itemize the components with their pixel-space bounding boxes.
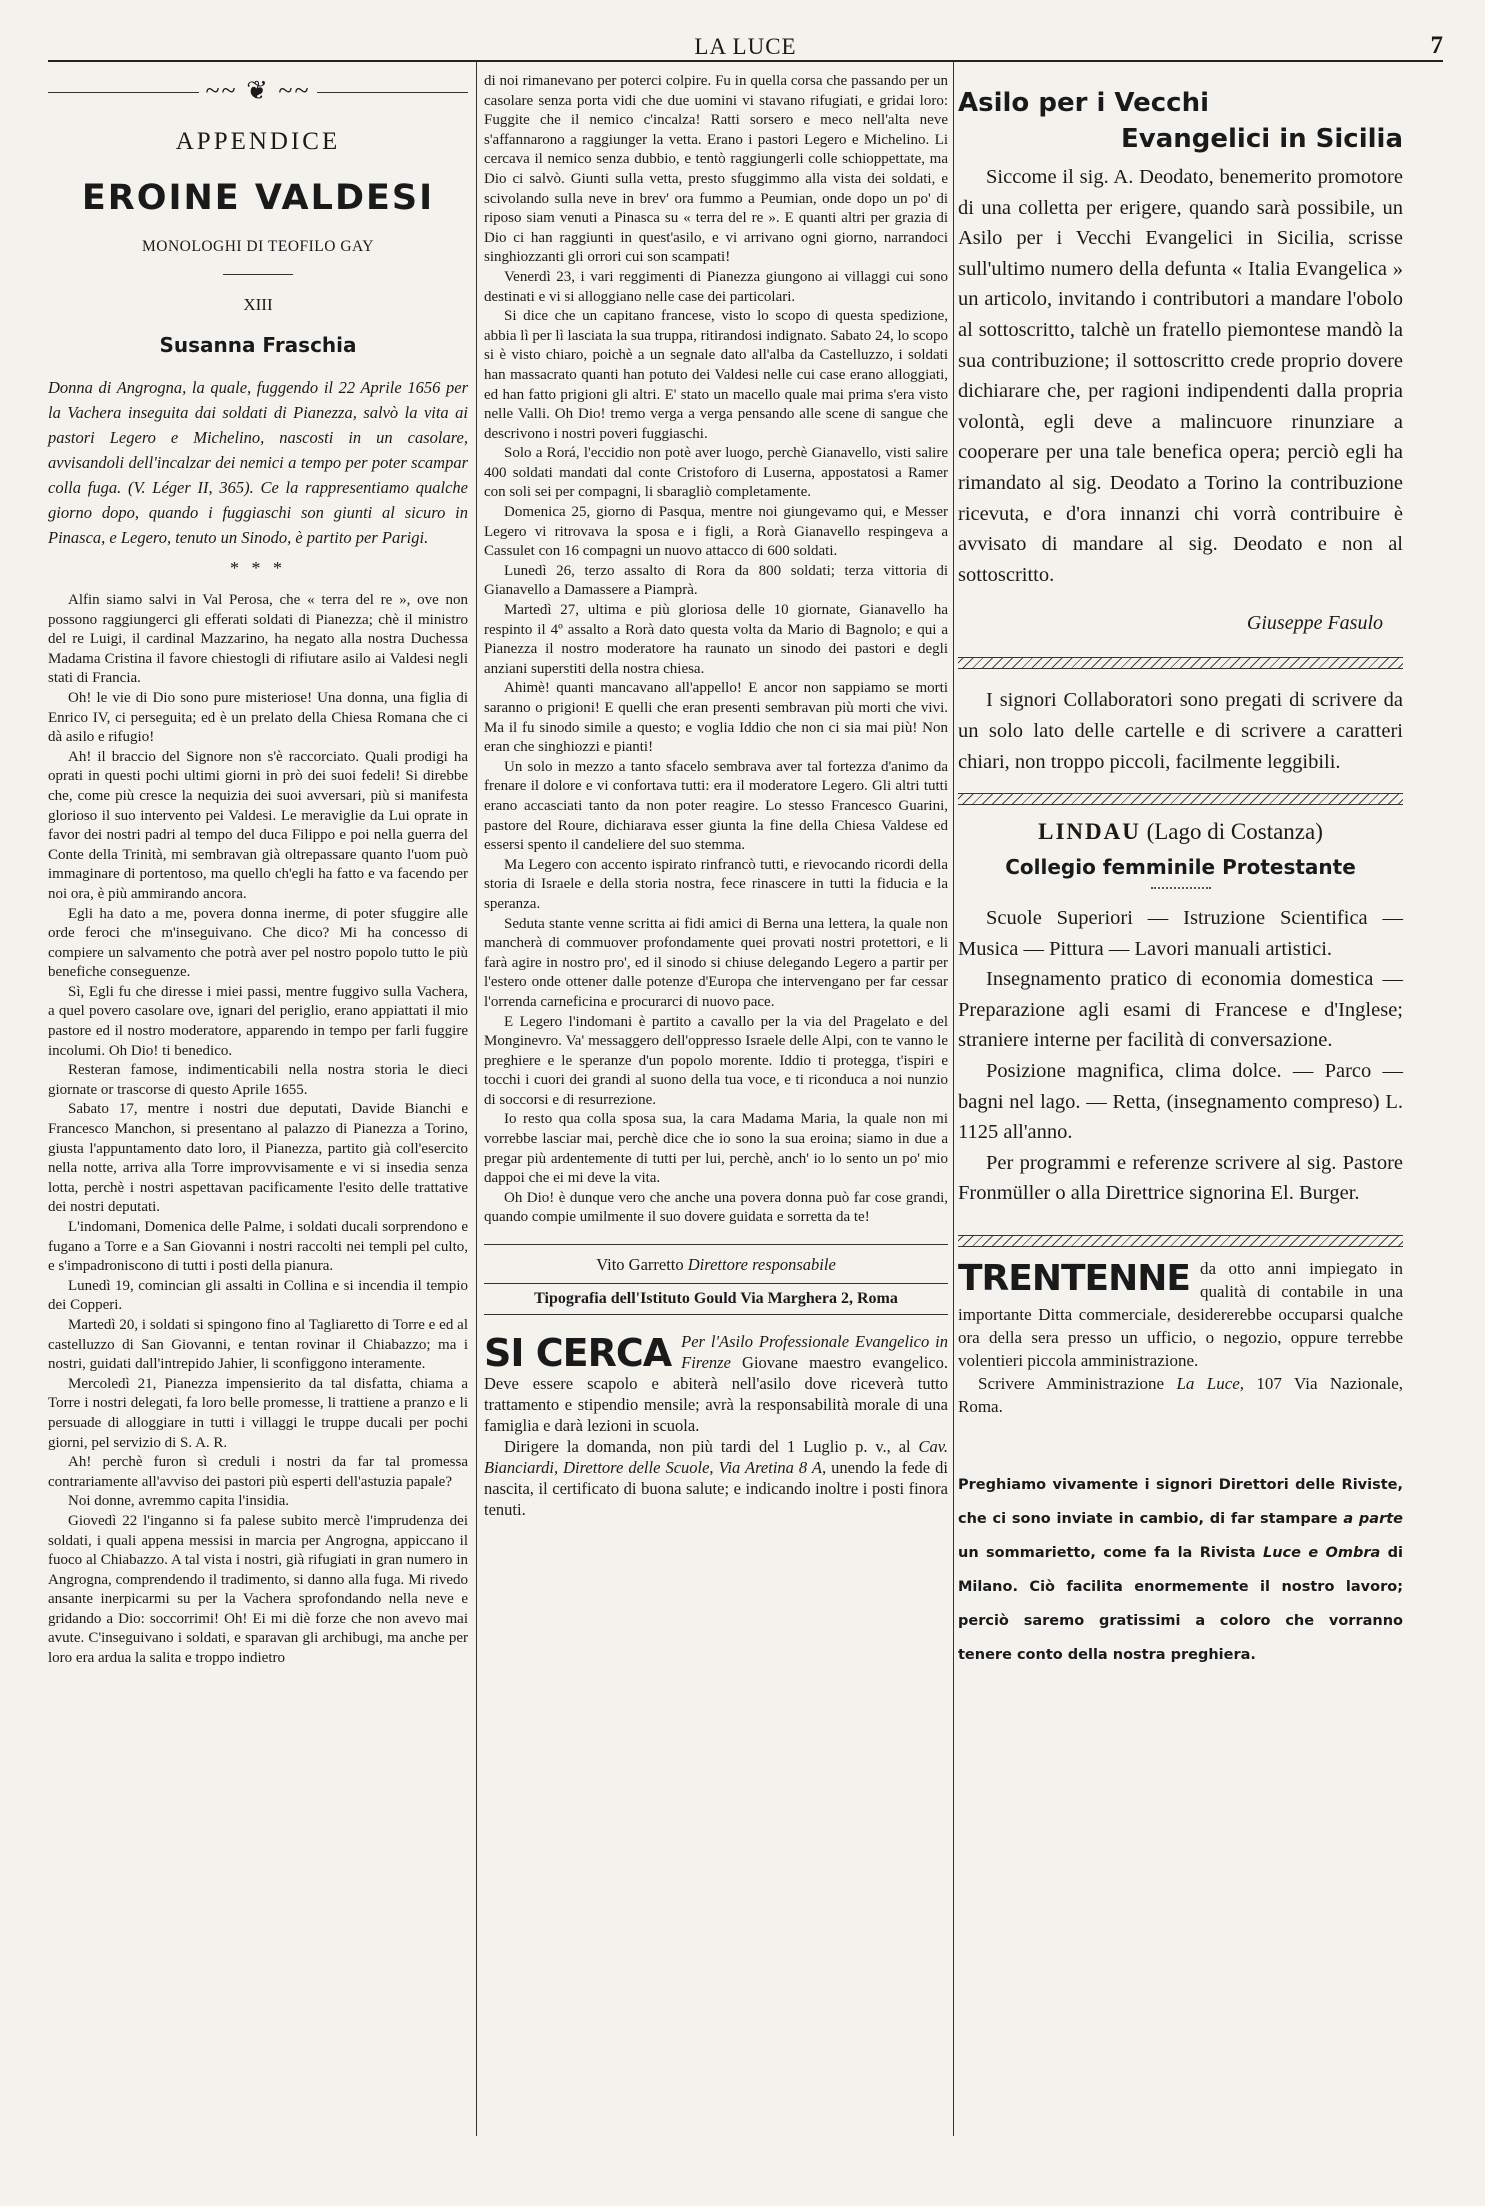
imprint: [484, 1244, 948, 1321]
advert-body: Giovane maestro evangelico. Deve essere scapolo e abiterà nell'asilo dove riceverà tutto trattamento e stipendio mensile; avrà la responsabilità morale di una famiglia e darà lezioni in scuola.: [484, 1353, 948, 1436]
paragraph: Solo a Rorá, l'eccidio non potè aver luogo, perchè Gianavello, visti salire 400 soldati mandati dal conte Cristoforo di Luserna, appostatosi a Ramer con soli sei per compagni, li sbaragliò completamente.: [484, 445, 948, 501]
advert-body: unendo la fede di nascita, il certificato di buona salute; e indicando inoltre i posti finora tenuti.: [484, 1458, 948, 1520]
paragraph: E Legero l'indomani è partito a cavallo per la via del Pragelato e del Monginevro. Va' messaggero dell'oppresso Israele delle Alpi, con te vanno le preghiere e le speranze d'un popolo morente. Iddio ti protegga, t'ispiri e tocchi i cuori dei grandi al suono della tua voce, e ti riconduca a noi nunzio di soccorsi e di resurrezione.: [484, 1013, 948, 1108]
lindau-body: [958, 903, 1403, 1209]
notice-signature: Giuseppe Fasulo: [1246, 612, 1383, 635]
paragraph: I signori Collaboratori sono pregati di scrivere da un solo lato delle cartelle e di scrivere a caratteri chiari, non troppo piccoli, facilmente leggibili.: [958, 689, 1403, 773]
paragraph: Insegnamento pratico di economia domestica — Preparazione agli esami di Francese e d'Inglese; straniere interne per facilità di conversazione.: [958, 968, 1403, 1052]
advert-italic: La Luce,: [1176, 1374, 1245, 1394]
advert-body: da otto anni impiegato in qualità di contabile in una importante Ditta commerciale, desidererebbe occuparsi qualche ora della sera presso un ufficio, o negozio, oppure terrebbe volentieri piccola amministrazione.: [958, 1259, 1403, 1371]
advert-si-cerca: [484, 1331, 948, 1520]
paragraph: Si dice che un capitano francese, visto lo scopo di questa spedizione, abbia lì per lì lasciata la sua truppa, ritirandosi indignato. Sabato 24, lo scopo si è visto chiaro, poichè a un segnale dato all'alba da Castelluzzo, i soldati han massacrato quanti han potuto dei Valdesi nelle cui case erano alloggiati, ed han fatto prigioni gli altri. E' stato un macello quale mai prima s'era visto nelle Valli. Oh Dio! tremo verga a verga pensando alle scene di sangue che descrivono i nostri poveri fuggiaschi.: [484, 308, 948, 442]
paragraph: Alfin siamo salvi in Val Perosa, che « terra del re », ove non possono raggiungerci gli efferati soldati di Pianezza; chè il ministro del re Luigi, il cardinal Mazzarino, ha negato alla nostra Duchessa Madama Cristina il favore chiestogli di rifiutare asilo ai Valdesi negli stati di Francia.: [48, 592, 468, 687]
request-notice: [958, 1468, 1403, 1672]
notice-title-2: Evangelici in Sicilia: [1120, 124, 1403, 154]
editor-role: Direttore responsabile: [687, 1255, 836, 1275]
paragraph: Resteran famose, indimenticabili nella nostra storia le dieci giornate or trascorse di questo Aprile 1655.: [48, 1062, 468, 1098]
notice-title: Asilo per i Vecchi: [958, 88, 1209, 118]
advert-italic: Per l'Asilo Professionale Evangelico in Firenze: [681, 1332, 948, 1373]
paragraph: Oh Dio! è dunque vero che anche una povera donna può far cose grandi, quando compie umilmente il suo dovere guidata e sorretta da te!: [484, 1189, 948, 1226]
paragraph: Giovedì 22 l'inganno si fa palese subito mercè l'imprudenza dei soldati, i quali appena messisi in marcia per Angrogna, appiccano il fuoco al Chiabazzo. A tal vista i nostri, già rifugiati in gran numero in Angrogna, comprendendo il tradimento, si danno alla fuga. Mi rivedo ansante inerpicarmi su per la Vachera sprofondando nella neve e gridando a Dio: soccorrimi! Oh! Ei mi diè forze che non avevo mai avute. C'inseguivano i soldati, e sparavan gli archibugi, ma anche per loro era ardua la salita e troppo indietro: [48, 1512, 468, 1667]
serial-title: EROINE VALDESI: [81, 178, 435, 218]
advert-italic: Cav. Bianciardi, Direttore delle Scuole, Via Aretina 8 A,: [484, 1437, 948, 1478]
paragraph: Domenica 25, giorno di Pasqua, mentre noi giungevamo qui, e Messer Legero vi ritrovava la sposa e i figli, a Rorà Gianavello respingeva a Cassulet con 16 compagni un nuovo attacco di 600 soldati.: [484, 504, 948, 560]
article-body: [484, 72, 948, 1228]
page-header: [48, 30, 1443, 62]
paragraph: Oh! le vie di Dio sono pure misteriose! Una donna, una figlia di Enrico IV, ci perseguita; ed è un prelato della Chiesa Romana che ci dà asilo e rifugio!: [48, 689, 468, 746]
notice-italic: a parte: [1343, 1511, 1403, 1528]
advert-body: Dirigere la domanda, non più tardi del 1 Luglio p. v., al: [504, 1437, 919, 1457]
decorative-rule: [958, 657, 1403, 669]
paragraph: Ah! il braccio del Signore non s'è raccorciato. Quali prodigi ha oprati in questi pochi ultimi giorni in prò dei suoi fedeli! Si direbbe che, come più cresce la nequizia dei suoi avversari, più si manifesta glorioso il suo intervento pei Valdesi. Le meraviglie da Lui oprate in favor dei nostri padri al tempo del duca Filippo e poi nella guerra del Conte della Trinità, mi sembravan già oltrepassare quanto l'uom può immaginare di portentoso, ma quello ch'egli ha fatto e va facendo per noi ora, è più ammirando ancora.: [48, 748, 468, 902]
notice-italic: Luce e Ombra: [1262, 1545, 1381, 1562]
paragraph: Martedì 27, ultima e più gloriosa delle 10 giornate, Gianavello ha respinto il 4º assalto a Rorà dato questa volta da Mario di Bagnolo; e qui a Pianezza il nostro moderatore ha raunato un sinodo dei pastori e degli anziani superstiti della nostra chiesa.: [484, 602, 948, 677]
advert-lindau: [958, 819, 1403, 845]
advert-body: 107 Via Nazionale, Roma.: [958, 1374, 1404, 1417]
paragraph: L'indomani, Domenica delle Palme, i soldati ducali sorprendono e fugano a Torre e a San Giovanni i nostri raccolti nei templi pel culto, e s'impadroniscono di tutti i posti della pianura.: [48, 1219, 468, 1275]
editor-name: Vito Garretto: [596, 1255, 684, 1275]
advert-lead: TRENTENNE: [958, 1258, 1190, 1300]
paragraph: Venerdì 23, i vari reggimenti di Pianezza giungono ai villaggi cui sono destinati e vi si alloggiano nelle case dei particolari.: [484, 268, 948, 305]
paragraph: di noi rimanevano per poterci colpire. Fu in quella corsa che passando per un casolare senza porta vidi che due uomini vi stavano rifugiati, e gridai loro: Fuggite che il nemico c'incalza! Ratti sorsero e meco nell'alta neve s'affannarono a raggiunger la vetta. Erano i pastori Legero e Michelino. Li cercava il nemico senza dubbio, e tentò raggiungerli colle schioppettate, ma Dio ci salvò. Giunti sulla vetta, presto sfuggimmo alla vista dei soldati, e scivolando sulla neve in brev' ora fummo a Peumian, onde dopo un po' di riposo siam venuti a Pinasca su « terra del re ». E quanti altri per grazia di Dio ci han raggiunti in quest'asilo, e vi arrivano ogni giorno, narrandoci singhiozzanti gli orrori cui son scampati!: [484, 73, 948, 266]
advert-body: Scrivere Amministrazione: [978, 1374, 1177, 1394]
decorative-rule: [958, 1235, 1403, 1247]
paragraph: Sì, Egli fu che diresse i miei passi, mentre fuggivo sulla Vachera, a quel povero casolare ove, ignari del periglio, erano appiattati il mio pastore ed il nostro moderatore, apparendo in tempo per farli fuggire incolumi. Oh Dio! ti benedico.: [48, 983, 468, 1059]
ornament: [48, 72, 468, 112]
paragraph: Ahimè! quanti mancavano all'appello! E ancor non sappiamo se morti saranno o prigioni! E quelli che eran presenti sembravan più morti che vivi. Ma il fu sinodo simile a questo; e voglia Iddio che non ci sia mai più! Non eran che singhiozzi e pianti!: [484, 680, 948, 756]
advert-text: [958, 1372, 1403, 1418]
editor-line: [484, 1251, 948, 1284]
paragraph: Io resto qua colla sposa sua, la cara Madama Maria, la quale non mi vorrebbe lasciar mai, perchè dice che io sono la sua eroina; siamo in due a pregar più ardentemente di tutti per lui, perchè, anch' io lo sento un po' mio dappoi che ei mi deve la vita.: [484, 1111, 948, 1187]
lindau-name: LINDAU: [1038, 819, 1141, 845]
ornament-glyph: ~~ ❦ ~~: [205, 76, 311, 105]
page-number: 7: [1430, 32, 1443, 59]
divider: [223, 274, 293, 275]
serial-subtitle: MONOLOGHI DI TEOFILO GAY: [141, 238, 374, 255]
paragraph: Siccome il sig. A. Deodato, benemerito promotore di una colletta per erigere, quando sarà possibile, un Asilo per i Vecchi Evangelici in Sicilia, scrisse sull'ultimo numero della defunta « Italia Evangelica » un articolo, invitando i contributori a mandare l'obolo al sottoscritto, talchè un fratello piemontese mandò la sua contribuzione; il sottoscritto crede proprio dovere dichiarare che, per ragioni indipendenti dalla propria volontà, egli deve a malincuore rinunziare a cooperare per una tale benefica opera; perciò egli ha rimandato al sig. Deodato a Torino la contribuzione ricevuta, e d'ora innanzi chi vorrà contribuire è avvisato di mandare al sig. Deodato e non al sottoscritto.: [958, 166, 1403, 586]
column-separator: [476, 62, 477, 2136]
paragraph: Posizione magnifica, clima dolce. — Parco — bagni nel lago. — Retta, (insegnamento compreso) L. 1125 all'anno.: [958, 1060, 1403, 1144]
paragraph: Ah! perchè furon sì creduli i nostri da far tal promessa contrariamente all'avviso dei pastori più esperti dell'astuzia papale?: [48, 1454, 468, 1490]
article-body: [48, 591, 468, 1669]
header-rule: [48, 60, 1443, 62]
paragraph: Un solo in mezzo a tanto sfacelo sembrava aver tal fortezza d'animo da frenare il dolore e vi confortava tutti: era il moderatore Legero. Gli altri tutti erano accasciati tanto da non poter reagire. Lo stesso Francesco Guarini, pastore del Roure, dichiarava esser giunta la fine della Chiesa Valdese ed essersi spento il candeliere del suo stemma.: [484, 758, 948, 854]
section-label: APPENDICE: [175, 128, 341, 155]
paragraph: Lunedì 19, comincian gli assalti in Collina e si incendia il tempio dei Copperi.: [48, 1277, 468, 1314]
chapter-heading: Susanna Fraschia: [159, 333, 357, 357]
notice-text: un sommarietto, come fa la Rivista: [958, 1545, 1263, 1562]
chapter-intro: Donna di Angrogna, la quale, fuggendo il 22 Aprile 1656 per la Vachera inseguita dai soldati di Pianezza, salvò la vita ai pastori Legero e Michelino, nascosti in un casolare, avvisandoli dell'incalzar dei nemici a tempo per poter scampar colla fuga. (V. Léger II, 365). Ce la rappresentiamo qualche giorno dopo, quando i fuggiaschi son giunti al sicuro in Pinasca, e Legero, tenuto un Sinodo, è partito per Parigi.: [48, 378, 468, 547]
lindau-location: (Lago di Costanza): [1146, 819, 1323, 845]
paragraph: Per programmi e referenze scrivere al sig. Pastore Fronmüller o alla Direttrice signorina El. Burger.: [958, 1151, 1403, 1205]
column-appendice: [48, 72, 468, 1669]
paragraph: Mercoledì 21, Pianezza impensierito da tal disfatta, chiama a Torre i nostri delegati, fa loro belle promesse, li trattiene a pranzo e li persuade di alloggiare in tutti i villaggi le truppe ducali per pochi giorni, pel servizio di S. A. R.: [48, 1375, 468, 1451]
newspaper-title: LA LUCE: [694, 34, 797, 59]
college-name: Collegio femminile Protestante: [1005, 855, 1356, 880]
chapter-number: XIII: [243, 295, 273, 314]
paragraph: Seduta stante venne scritta ai fidi amici di Berna una lettera, la quale non mancherà di commuover profondamente quei provati nostri protettori, e li farà agire in nostro pro', ed il sinodo si chiuse delegando Legero a partir per l'estero onde ottener dalle potenze d'Europa che intervengano per far cessar l'orrenda carneficina e procurarci di nuovo pace.: [484, 915, 948, 1010]
paragraph: Lunedì 26, terzo assalto di Rora da 800 soldati; terza vittoria di Gianavello a Damassere a Piamprà.: [484, 562, 948, 599]
paragraph: Scuole Superiori — Istruzione Scientifica — Musica — Pittura — Lavori manuali artistici.: [958, 907, 1403, 960]
paragraph: Sabato 17, mentre i nostri due deputati, Davide Bianchi e Francesco Manchon, si presentano al palazzo di Pianezza a Torino, giusta l'appuntamento dato loro, il Pianezza, partito già coll'esercito nella notte, arriva alla Torre improvvisamente e vi si insedia senza lotta, perchè i nostri aspettavan pacificamente l'esito delle trattative dei nostri deputati.: [48, 1101, 468, 1216]
paragraph: Noi donne, avremmo capita l'insidia.: [68, 1493, 289, 1510]
paragraph: Egli ha dato a me, povera donna inerme, di poter sfuggire alle orde feroci che m'inseguivano. Che dico? Mi ha concesso di compiere un salvamento che potrà aver pel nostro popolo tutto le più benefiche conseguenze.: [48, 905, 468, 981]
notice-text: Preghiamo vivamente i signori Direttori delle Riviste, che ci sono inviate in cambio, di far stampare: [958, 1477, 1403, 1528]
column-continuation: [484, 72, 948, 1520]
decorative-rule: [958, 793, 1403, 805]
column-notices: [958, 72, 1403, 1672]
asterism: * * *: [230, 558, 286, 578]
advert-lead: SI CERCA: [484, 1331, 672, 1376]
decorative-rule: [1151, 883, 1211, 889]
printer-line: Tipografia dell'Istituto Gould Via Marghera 2, Roma: [484, 1284, 948, 1315]
collaborators-notice: [958, 685, 1403, 777]
notice-body: [958, 162, 1403, 590]
column-separator: [953, 62, 954, 2136]
notice-text: di Milano. Ciò facilita enormemente il nostro lavoro; perciò saremo gratissimi a coloro che vorranno tenere conto della nostra preghiera.: [958, 1545, 1403, 1664]
advert-trentenne: [958, 1257, 1403, 1418]
advert-text: [484, 1436, 948, 1520]
paragraph: Martedì 20, i soldati si spingono fino al Tagliaretto di Torre e ed al castelluzzo di San Giovanni, e tentan rovinar il Chiabazzo; ma i nostri, guidati dall'intrepido Jahier, li sconfiggono interamente.: [48, 1316, 468, 1373]
paragraph: Ma Legero con accento ispirato rinfrancò tutti, e rievocando ricordi della storia di Israele e della storia nostra, fece rinascere in tutti la fiducia e la speranza.: [484, 856, 948, 912]
